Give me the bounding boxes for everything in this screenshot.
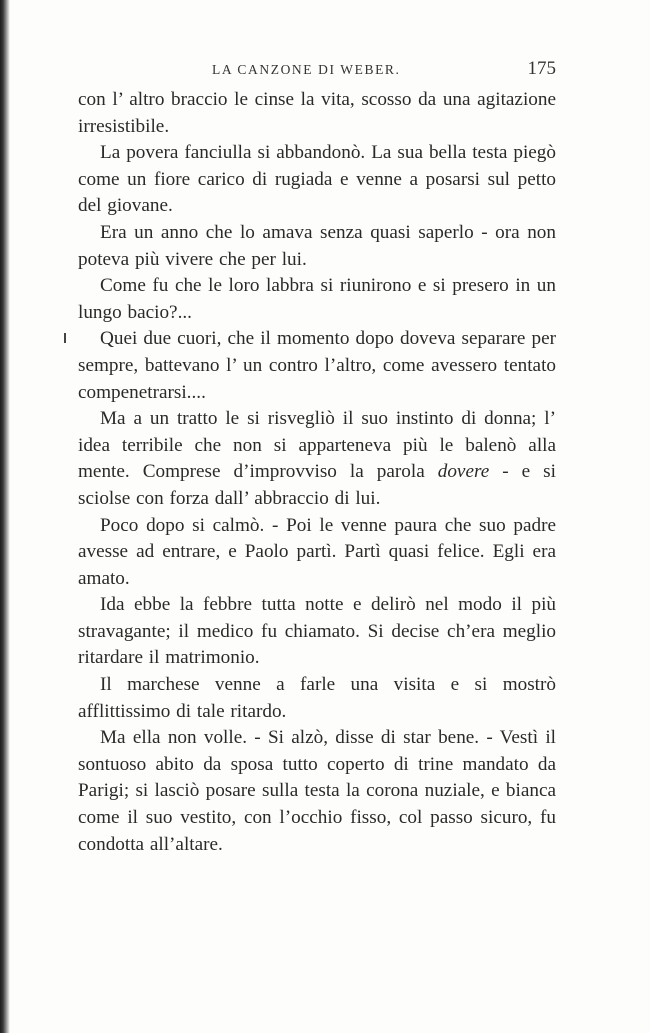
paragraph-text: Ma a un tratto le si risvegliò il suo instinto di donna; l’ idea terribile che non si apparteneva più le balenò alla mente. Comprese d’improvviso la parola [78, 408, 556, 483]
paragraph-text: Ma ella non volle. - Si alzò, disse di star bene. - Vestì il sontuoso abito da sposa tutto coperto di trine mandato da Parigi; si lasciò posare sulla testa la corona nuziale, e bianca come il suo vestito, con l’occhio fisso, col passo sicuro, fu condotta all’altare. [78, 727, 556, 855]
page-edge-shadow [0, 0, 10, 1033]
paragraph-text: Era un anno che lo amava senza quasi saperlo - ora non poteva più vivere che per lui. [78, 221, 556, 270]
margin-mark [64, 333, 66, 343]
paragraph [78, 220, 556, 273]
paragraph [78, 672, 556, 725]
paragraph [78, 592, 556, 672]
running-title: LA CANZONE DI WEBER. [212, 62, 401, 77]
emphasized-word: dovere [437, 461, 490, 483]
paragraph [78, 326, 556, 406]
paragraph [78, 273, 556, 326]
paragraph-text: Quei due cuori, che il momento dopo doveva separare per sempre, battevano l’ un contro l’altro, come avessero tentato compenetrarsi.... [78, 328, 556, 403]
body-text [78, 87, 556, 858]
paragraph-text: Ida ebbe la febbre tutta notte e delirò nel modo il più stravagante; il medico fu chiamato. Si decise ch’era meglio ritardare il matrimonio. [78, 594, 556, 669]
paragraph-text: Poco dopo si calmò. - Poi le venne paura che suo padre avesse ad entrare, e Paolo partì. Partì quasi felice. Egli era amato. [78, 514, 556, 589]
page-number: 175 [527, 58, 556, 79]
page-header [78, 58, 556, 84]
paragraph [78, 140, 556, 220]
paragraph [78, 406, 556, 512]
paragraph-text: con l’ altro braccio le cinse la vita, scosso da una agitazione irresistibile. [78, 89, 556, 137]
paragraph-text: - e si sciolse con forza dall’ abbraccio di lui. [78, 461, 556, 509]
paragraph-text: Il marchese venne a farle una visita e si mostrò afflittissimo di tale ritardo. [78, 674, 556, 722]
paragraph-text: La povera fanciulla si abbandonò. La sua bella testa piegò come un fiore carico di rugiada e venne a posarsi sul petto del giovane. [78, 142, 556, 217]
paragraph [78, 725, 556, 858]
paragraph [78, 87, 556, 140]
paragraph [78, 513, 556, 593]
paragraph-text: Come fu che le loro labbra si riunirono e si presero in un lungo bacio?... [78, 275, 556, 323]
